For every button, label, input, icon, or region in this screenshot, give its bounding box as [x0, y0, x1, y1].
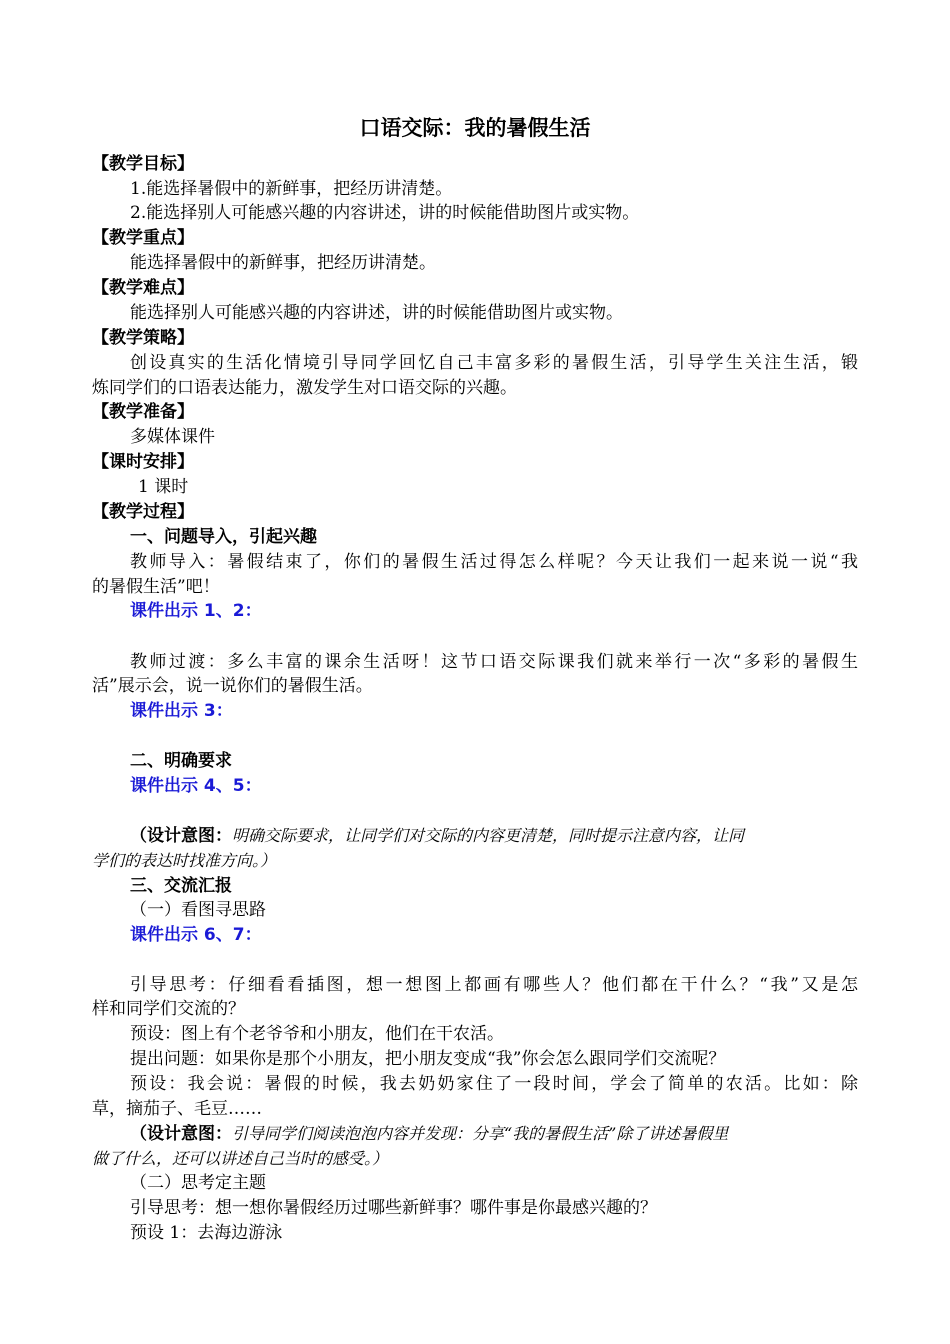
teacher-intro-line-1: 教师导入：暑假结束了，你们的暑假生活过得怎么样呢？今天让我们一起来说一说“我	[130, 552, 858, 572]
preset-answer-2-line-2: 草，摘茄子、毛豆……	[92, 1099, 262, 1119]
difficulties-text: 能选择别人可能感兴趣的内容讲述，讲的时候能借助图片或实物。	[130, 303, 623, 323]
design-note-1-line-1	[130, 824, 858, 848]
teacher-transition-line-2: 活”展示会，说一说你们的暑假生活。	[92, 676, 373, 696]
preset-answer-1: 预设：图上有个老爷爷和小朋友，他们在干农活。	[130, 1024, 504, 1044]
guide-thinking-2: 引导思考：想一想你暑假经历过哪些新鲜事？哪件事是你最感兴趣的？	[130, 1198, 657, 1218]
guide-thinking-line-1: 引导思考：仔细看看插图，想一想图上都画有哪些人？他们都在干什么？“我”又是怎	[130, 975, 858, 995]
section-1-title: 一、问题导入，引起兴趣	[130, 527, 317, 547]
difficulties-heading: 【教学难点】	[92, 278, 194, 298]
teacher-transition-line-1: 教师过渡：多么丰富的课余生活呀！这节口语交际课我们就来举行一次“多彩的暑假生	[130, 652, 858, 672]
design-note-text: 明确交际要求，让同学们对交际的内容更清楚，同时提示注意内容，让同	[232, 826, 745, 845]
key-points-text: 能选择暑假中的新鲜事，把经历讲清楚。	[130, 253, 436, 273]
subsection-1-title: （一）看图寻思路	[130, 900, 266, 920]
subsection-2-title: （二）思考定主题	[130, 1173, 266, 1193]
design-note-1-line-2: 学们的表达时找准方向。）	[92, 851, 277, 870]
raised-question: 提出问题：如果你是那个小朋友，把小朋友变成“我”你会怎么跟同学们交流呢？	[130, 1049, 726, 1069]
guide-thinking-line-2: 样和同学们交流的？	[92, 999, 245, 1019]
schedule-text: 1 课时	[138, 477, 189, 497]
slide-label-6-7: 课件出示 6、7：	[130, 925, 262, 945]
section-2-title: 二、明确要求	[130, 751, 232, 771]
process-heading: 【教学过程】	[92, 502, 194, 522]
design-note-2-line-1	[130, 1122, 858, 1146]
section-3-title: 三、交流汇报	[130, 876, 232, 896]
document-title: 口语交际：我的暑假生活	[359, 116, 591, 140]
teacher-intro-line-2: 的暑假生活”吧！	[92, 577, 220, 597]
objective-item-2: 2.能选择别人可能感兴趣的内容讲述，讲的时候能借助图片或实物。	[130, 203, 640, 223]
slide-label-4-5: 课件出示 4、5：	[130, 776, 262, 796]
key-points-heading: 【教学重点】	[92, 228, 194, 248]
design-note-2-line-2: 做了什么，还可以讲述自己当时的感受。）	[92, 1149, 389, 1168]
preset-answer-3: 预设 1：去海边游泳	[130, 1223, 283, 1243]
strategy-text-line-2: 炼同学们的口语表达能力，激发学生对口语交际的兴趣。	[92, 378, 517, 398]
design-note-text: 引导同学们阅读泡泡内容并发现：分享“我的暑假生活”除了讲述暑假里	[232, 1124, 729, 1143]
slide-label-1-2: 课件出示 1、2：	[130, 601, 262, 621]
design-note-label: （设计意图：	[130, 826, 232, 846]
design-note-label: （设计意图：	[130, 1124, 232, 1144]
objective-item-1: 1.能选择暑假中的新鲜事，把经历讲清楚。	[130, 179, 453, 199]
strategy-text-line-1: 创设真实的生活化情境引导同学回忆自己丰富多彩的暑假生活，引导学生关注生活，锻	[130, 353, 858, 373]
preparation-heading: 【教学准备】	[92, 402, 194, 422]
slide-label-3: 课件出示 3：	[130, 701, 233, 721]
schedule-heading: 【课时安排】	[92, 452, 194, 472]
strategy-heading: 【教学策略】	[92, 328, 194, 348]
objectives-heading: 【教学目标】	[92, 154, 194, 174]
preparation-text: 多媒体课件	[130, 427, 215, 447]
preset-answer-2-line-1: 预设：我会说：暑假的时候，我去奶奶家住了一段时间，学会了简单的农活。比如：除	[130, 1074, 858, 1094]
